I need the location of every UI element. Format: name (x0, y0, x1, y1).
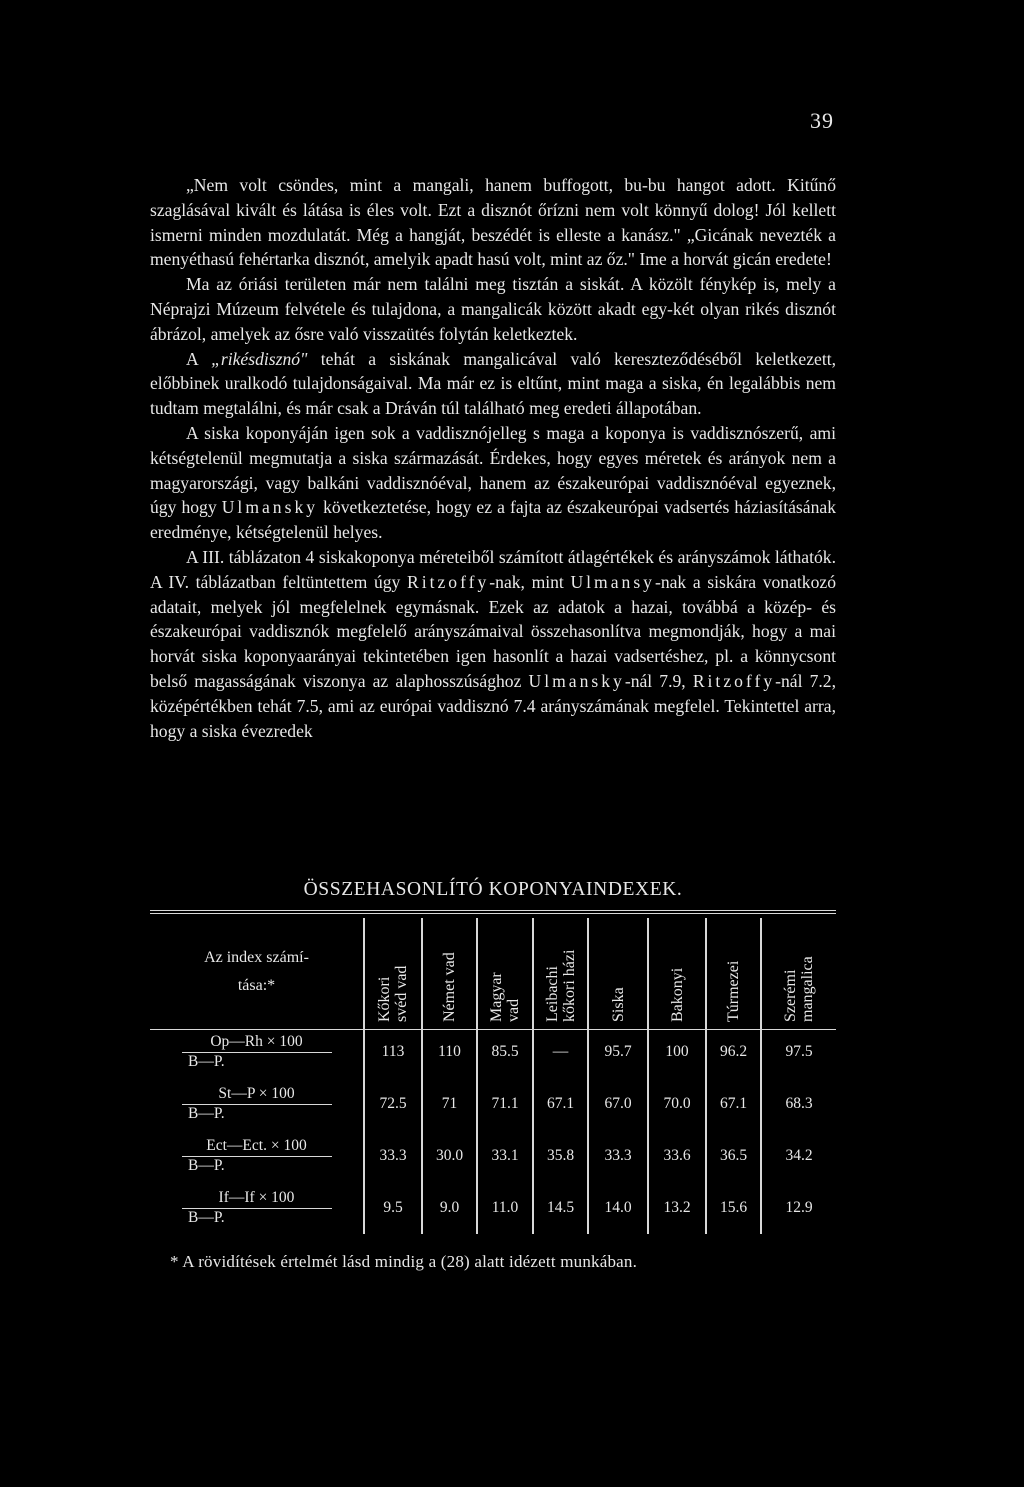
table-cell: 33.6 (648, 1130, 706, 1182)
table-cell: 9.0 (422, 1182, 477, 1234)
table-row (150, 1130, 836, 1182)
column-header (588, 918, 648, 1026)
table-cell: 11.0 (477, 1182, 533, 1234)
author-name: Ulmansky (528, 670, 625, 691)
page-number: 39 (810, 108, 834, 133)
table-cell: 34.2 (761, 1130, 836, 1182)
column-header-label: Siska (609, 987, 627, 1022)
table-cell: 100 (648, 1026, 706, 1078)
table-cell: 113 (364, 1026, 422, 1078)
text-run: „Nem volt csöndes, mint a mangali, hanem buffogott, bu-bu hangot adott. Kitűnő szaglásával kivált és látása is éles volt. Ezt a disznót őrízni nem volt könnyű dolog! Jól kellett ismerni minden mozdulatát. Még a hangját, beszédét is elleste a kanász." „Gicának nevezték a menyéthasú fehértarka disznót, amelyik apadt hasú volt, mint az őz." Ime a horvát gicán eredete! (150, 175, 836, 270)
author-name: Ritzoffy (406, 571, 490, 592)
formula-denominator: B—P. (188, 1053, 225, 1070)
table-top-rule-2 (150, 913, 836, 914)
table-top-rule (150, 910, 836, 911)
author-name: Ulmansky (221, 497, 319, 518)
table-cell: 12.9 (761, 1182, 836, 1234)
table-cell: 67.1 (706, 1078, 761, 1130)
table-cell: — (533, 1026, 588, 1078)
index-formula (150, 1182, 364, 1234)
table-cell: 71.1 (477, 1078, 533, 1130)
paragraph (150, 173, 836, 272)
table-cell: 71 (422, 1078, 477, 1130)
table-row (150, 1182, 836, 1234)
table-cell: 33.3 (364, 1130, 422, 1182)
paragraph (150, 545, 836, 743)
text-run: tehát a siskának mangalicával való kereszteződéséből keletkezett, előbbinek uralkodó tulajdonságaival. Ma már ez is eltűnt, mint maga a siska, én legalábbis nem tudtam megtalálni, és már csak a Dráván túl található meg eredeti állapotában. (150, 348, 836, 419)
table-header-row (150, 918, 836, 1026)
table-cell: 70.0 (648, 1078, 706, 1130)
table-cell: 96.2 (706, 1026, 761, 1078)
text-run: Ma az óriási területen már nem találni meg tisztán a siskát. A közölt fénykép is, mely a Néprajzi Múzeum felvétele és tulajdona, a mangalicák között akadt egy-két olyan rikés disznót ábrázol, amelyek az ősre való visszaütés folytán keletkeztek. (150, 274, 836, 344)
column-header-label: Leibachi kőkori házi (543, 949, 578, 1022)
text-run: -nál 7.9, (624, 670, 693, 691)
column-header (706, 918, 761, 1026)
column-header (422, 918, 477, 1026)
table-cell: 36.5 (706, 1130, 761, 1182)
paragraph (150, 347, 836, 421)
table-cell: 67.0 (588, 1078, 648, 1130)
author-name: Ritzoffy (692, 670, 776, 691)
index-table (150, 918, 836, 1234)
table-title: ÖSSZEHASONLÍTÓ KOPONYAINDEXEK. (303, 879, 683, 900)
index-formula (150, 1078, 364, 1130)
column-header (364, 918, 422, 1026)
table-cell: 30.0 (422, 1130, 477, 1182)
text-run: -nak a siskára vonatkozó adatait, melyek jól megfelelnek egymásnak. Ezek az adatok a hazai, továbbá a közép- és északeurópai vaddisznók megfelelő arányszámaival összehasonlítva megmondják, hogy a mai horvát siska koponyaarányai tekintetében igen hasonlít a hazai vadsertéshez, pl. a könnycsont belső magasságának viszonya az alaphosszúsághoz (150, 571, 837, 691)
table-cell: 110 (422, 1026, 477, 1078)
formula-numerator: If—If × 100 (182, 1189, 332, 1209)
column-header-label: Szerémi mangalica (782, 956, 816, 1022)
column-header (648, 918, 706, 1026)
formula-numerator: St—P × 100 (182, 1085, 332, 1105)
table-cell: 14.0 (588, 1182, 648, 1234)
column-header (761, 918, 836, 1026)
column-header-label: Magyar vad (488, 972, 522, 1022)
table-cell: 67.1 (533, 1078, 588, 1130)
text-run: -nak, mint (489, 571, 571, 592)
formula-numerator: Ect—Ect. × 100 (182, 1137, 332, 1157)
table-cell: 13.2 (648, 1182, 706, 1234)
index-header-line: tása:* (237, 977, 276, 994)
table-cell: 35.8 (533, 1130, 588, 1182)
text-run: -nál 7.2, középértékben tehát 7.5, ami az európai vaddisznó 7.4 arányszámának megfelel. Tekintettel arra, hogy a siska évezredek (150, 670, 836, 741)
text-run: következtetése, hogy ez a fajta az északeurópai vadsertés háziasításának eredménye, kétségtelenül helyes. (150, 497, 836, 543)
column-header-label: Kőkori svéd vad (376, 965, 410, 1022)
table-cell: 33.3 (588, 1130, 648, 1182)
table-cell: 72.5 (364, 1078, 422, 1130)
index-column-header (150, 918, 364, 1026)
column-header (477, 918, 533, 1026)
table-cell: 97.5 (761, 1026, 836, 1078)
author-name: Ulmansy (570, 571, 655, 592)
table-cell: 15.6 (706, 1182, 761, 1234)
formula-denominator: B—P. (188, 1157, 225, 1174)
text-run: A III. táblázaton 4 siskakoponya méreteiből számított átlagértékek és arányszámok láthatók. A IV. táblázatban feltüntettem úgy (150, 546, 836, 592)
column-header-label: Túrmezei (725, 960, 742, 1022)
index-header-line: Az index számí- (204, 949, 309, 966)
text-run: A siska koponyáján igen sok a vaddisznójelleg s maga a koponya is vaddisznószerű, ami kétségtelenül megmutatja a siska származását. Érdekes, hogy egyes méretek és arányok nem a magyarországi, vagy balkáni vaddisznóéval, hanem az északeurópai vaddisznóéval egyeznek, úgy hogy (150, 422, 836, 518)
emphasized-term: „rikésdisznó" (211, 348, 308, 369)
footnote: * A rövidítések értelmét lásd mindig a (28) alatt idézett munkában. (170, 1252, 638, 1271)
text-run: A (186, 348, 212, 369)
table-header-rule (150, 1029, 836, 1030)
column-header-label: Német vad (441, 952, 458, 1022)
body-text (150, 173, 836, 743)
column-header-label: Bakonyi (668, 967, 686, 1022)
paragraph (150, 421, 836, 545)
paragraph (150, 272, 836, 346)
table-cell: 85.5 (477, 1026, 533, 1078)
formula-numerator: Op—Rh × 100 (182, 1033, 332, 1053)
table-cell: 68.3 (761, 1078, 836, 1130)
formula-denominator: B—P. (188, 1209, 225, 1226)
table-row (150, 1026, 836, 1078)
index-formula (150, 1130, 364, 1182)
table-cell: 33.1 (477, 1130, 533, 1182)
formula-denominator: B—P. (188, 1105, 225, 1122)
index-formula (150, 1026, 364, 1078)
table-cell: 95.7 (588, 1026, 648, 1078)
column-header (533, 918, 588, 1026)
table-row (150, 1078, 836, 1130)
table-cell: 14.5 (533, 1182, 588, 1234)
table-cell: 9.5 (364, 1182, 422, 1234)
